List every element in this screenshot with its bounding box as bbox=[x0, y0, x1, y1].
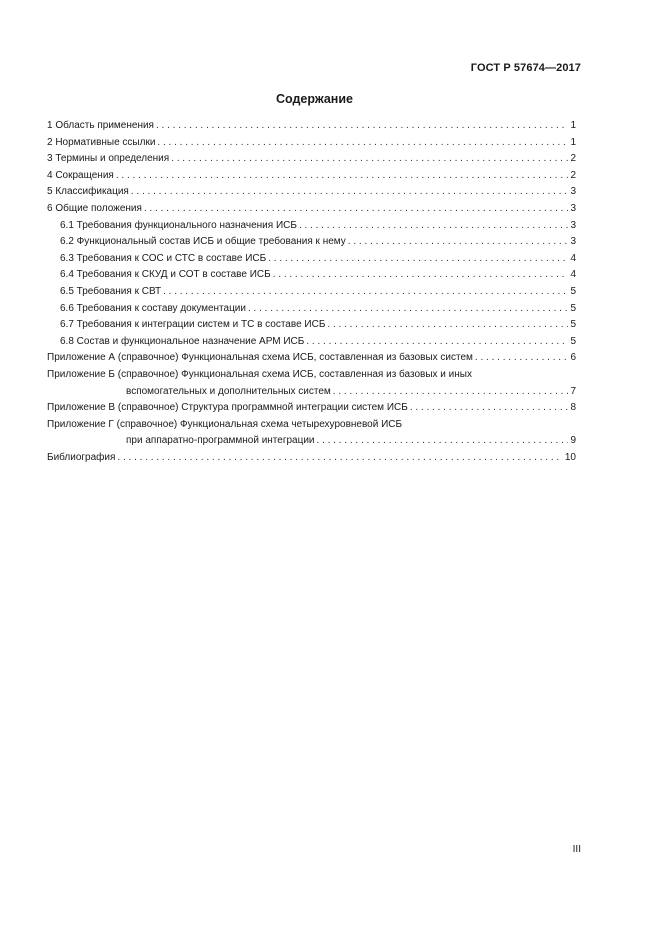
toc-entry-label-line2: при аппаратно-программной интеграции bbox=[126, 435, 315, 447]
dot-leader bbox=[248, 301, 568, 318]
toc-entry-6-2[interactable] bbox=[47, 234, 576, 251]
toc-entry-terms[interactable] bbox=[47, 151, 576, 168]
dot-leader bbox=[156, 118, 568, 135]
toc-entry-6-5[interactable] bbox=[47, 284, 576, 301]
dot-leader bbox=[317, 433, 569, 450]
toc-entry-label: 6.2 Функциональный состав ИСБ и общие требования к нему bbox=[60, 236, 346, 248]
toc-entry-label: 6.7 Требования к интеграции систем и ТС в составе ИСБ bbox=[60, 319, 326, 331]
toc-entry-label-line2: вспомогательных и дополнительных систем bbox=[126, 385, 331, 397]
toc-entry-page: 2 bbox=[570, 169, 576, 181]
table-of-contents bbox=[47, 118, 576, 466]
toc-entry-label: 6 Общие положения bbox=[47, 202, 142, 214]
dot-leader bbox=[268, 251, 568, 268]
dot-leader bbox=[273, 267, 569, 284]
toc-entry-page: 5 bbox=[570, 319, 576, 331]
toc-entry-page: 6 bbox=[570, 352, 576, 364]
toc-entry-label: 6.5 Требования к СВТ bbox=[60, 285, 162, 297]
toc-entry-page: 1 bbox=[570, 120, 576, 131]
dot-leader bbox=[117, 450, 562, 467]
dot-leader bbox=[171, 151, 568, 168]
toc-entry-6-4[interactable] bbox=[47, 267, 576, 284]
toc-entry-page: 9 bbox=[570, 435, 576, 447]
toc-entry-label: Приложение В (справочное) Структура программной интеграции систем ИСБ bbox=[47, 402, 408, 414]
toc-entry-appendix-b[interactable] bbox=[47, 367, 576, 400]
toc-entry-label: 3 Термины и определения bbox=[47, 153, 170, 165]
dot-leader bbox=[299, 218, 569, 235]
toc-entry-page: 5 bbox=[570, 285, 576, 297]
toc-entry-page: 3 bbox=[570, 219, 576, 231]
dot-leader bbox=[157, 135, 568, 152]
page-number: III bbox=[572, 844, 581, 855]
dot-leader bbox=[333, 384, 569, 401]
toc-entry-scope[interactable] bbox=[47, 118, 576, 135]
toc-entry-classification[interactable] bbox=[47, 184, 576, 201]
toc-entry-label: 6.6 Требования к составу документации bbox=[60, 302, 246, 314]
toc-entry-normative-references[interactable] bbox=[47, 135, 576, 152]
dot-leader bbox=[410, 400, 569, 417]
toc-entry-page: 3 bbox=[570, 186, 576, 198]
toc-entry-abbreviations[interactable] bbox=[47, 168, 576, 185]
dot-leader bbox=[306, 334, 568, 351]
toc-entry-label-line1: Приложение Г (справочное) Функциональная схема четырехуровневой ИСБ bbox=[47, 418, 403, 430]
toc-entry-appendix-a[interactable] bbox=[47, 350, 576, 367]
toc-entry-6-3[interactable] bbox=[47, 251, 576, 268]
toc-entry-page: 3 bbox=[570, 236, 576, 248]
dot-leader bbox=[163, 284, 568, 301]
toc-entry-page: 2 bbox=[570, 153, 576, 165]
dot-leader bbox=[131, 184, 569, 201]
toc-entry-page: 1 bbox=[570, 136, 576, 148]
toc-entry-label: 5 Классификация bbox=[47, 186, 129, 198]
toc-entry-label: 2 Нормативные ссылки bbox=[47, 136, 156, 148]
toc-entry-bibliography[interactable] bbox=[47, 450, 576, 467]
dot-leader bbox=[144, 201, 569, 218]
toc-entry-label: 1 Область применения bbox=[47, 120, 154, 131]
toc-entry-label-line1: Приложение Б (справочное) Функциональная схема ИСБ, составленная из базовых и иных bbox=[47, 368, 472, 380]
toc-entry-page: 4 bbox=[570, 252, 576, 264]
toc-entry-label: 4 Сокращения bbox=[47, 169, 114, 181]
toc-entry-general-provisions[interactable] bbox=[47, 201, 576, 218]
toc-entry-page: 7 bbox=[570, 385, 576, 397]
toc-entry-appendix-v[interactable] bbox=[47, 400, 576, 417]
toc-entry-appendix-g[interactable] bbox=[47, 417, 576, 450]
toc-entry-label: 6.8 Состав и функциональное назначение АРМ ИСБ bbox=[60, 335, 305, 347]
toc-entry-6-6[interactable] bbox=[47, 301, 576, 318]
toc-entry-6-1[interactable] bbox=[47, 218, 576, 235]
toc-entry-page: 5 bbox=[570, 335, 576, 347]
toc-entry-6-8[interactable] bbox=[47, 334, 576, 351]
toc-entry-page: 3 bbox=[570, 202, 576, 214]
toc-entry-page: 4 bbox=[570, 269, 576, 281]
toc-entry-label: 6.1 Требования функционального назначения ИСБ bbox=[60, 219, 297, 231]
page-title: Содержание bbox=[275, 92, 353, 106]
toc-entry-page: 10 bbox=[564, 451, 576, 463]
dot-leader bbox=[475, 350, 569, 367]
toc-entry-label: 6.3 Требования к СОС и СТС в составе ИСБ bbox=[60, 252, 267, 264]
toc-entry-label: Приложение А (справочное) Функциональная схема ИСБ, составленная из базовых систем bbox=[47, 352, 473, 364]
toc-entry-6-7[interactable] bbox=[47, 317, 576, 334]
standard-number: ГОСТ Р 57674—2017 bbox=[470, 62, 581, 74]
dot-leader bbox=[116, 168, 569, 185]
dot-leader bbox=[327, 317, 568, 334]
toc-entry-label: Библиография bbox=[47, 451, 116, 463]
dot-leader bbox=[348, 234, 569, 251]
toc-entry-page: 5 bbox=[570, 302, 576, 314]
toc-entry-label: 6.4 Требования к СКУД и СОТ в составе ИСБ bbox=[60, 269, 271, 281]
toc-entry-page: 8 bbox=[570, 402, 576, 414]
